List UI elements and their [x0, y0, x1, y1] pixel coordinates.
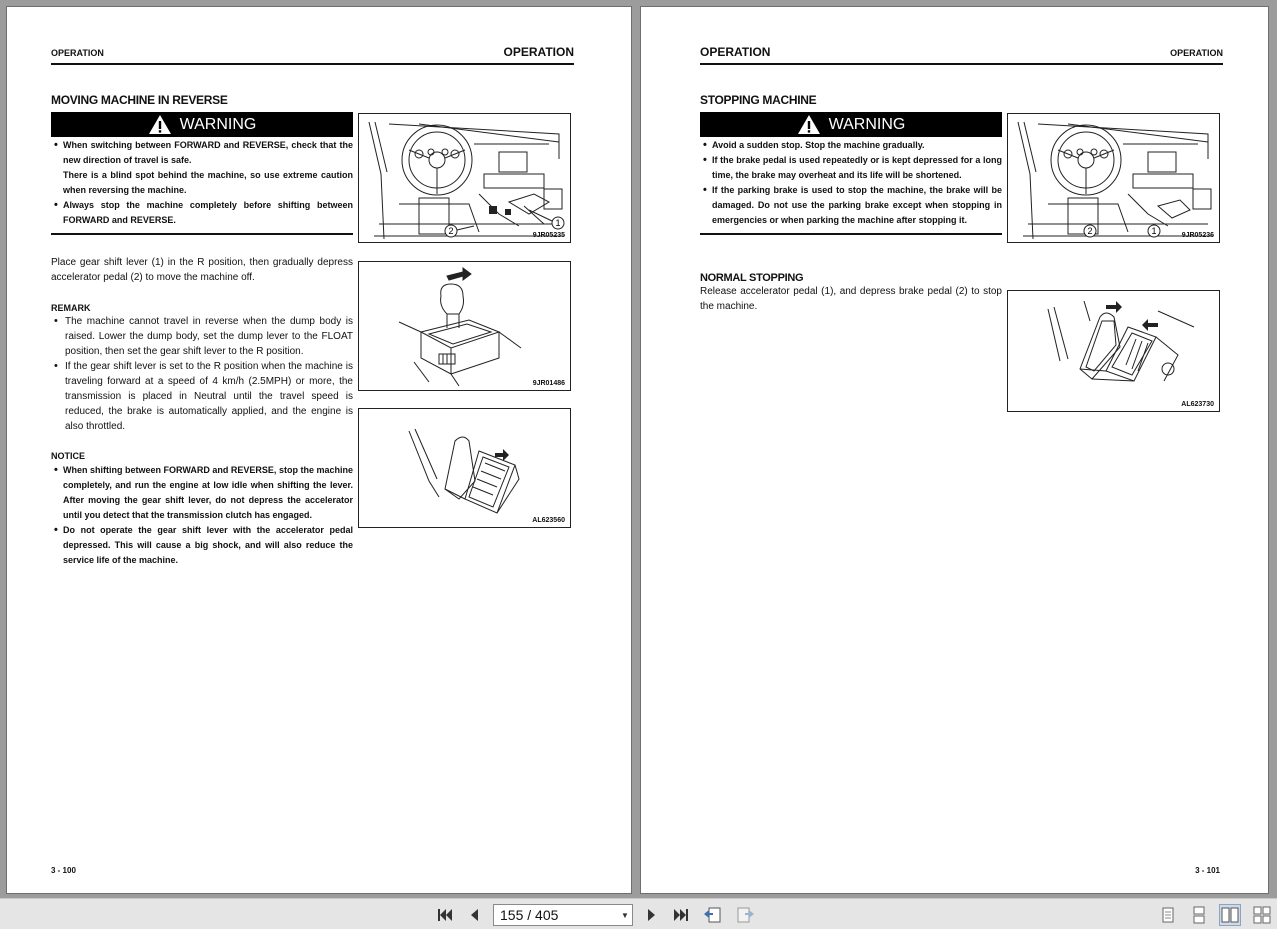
callout-2: 2: [1087, 226, 1093, 236]
page-number: 3 - 100: [51, 866, 76, 875]
dashboard-drawing: [359, 114, 570, 242]
next-page-button[interactable]: [640, 904, 662, 926]
instruction-text: Release accelerator pedal (1), and depress brake pedal (2) to stop the machine.: [700, 286, 1002, 312]
page-number-field[interactable]: [493, 904, 633, 926]
figure-steering-dashboard: [1007, 113, 1220, 243]
single-page-view-button[interactable]: [1157, 904, 1179, 926]
list-item: • If the gear shift lever is set to the R position when the machine is traveling forward at a speed of 4 km/h (2.5MPH) or more, the transmission is placed in Neutral until the travel speed is reduced, the brake is automatically applied, and the engine is also throttled.: [51, 359, 353, 434]
first-page-button[interactable]: [434, 904, 456, 926]
warning-box: [51, 112, 353, 235]
figure-code: 9JR05236: [1181, 232, 1214, 239]
callout-1: 1: [555, 218, 561, 228]
warning-triangle-icon: [797, 114, 821, 135]
next-view-button[interactable]: [734, 904, 756, 926]
callout-2: 2: [448, 226, 454, 236]
page-header: [700, 45, 1223, 65]
figure-steering-dashboard: [358, 113, 571, 243]
continuous-facing-icon: [1252, 906, 1272, 924]
notice-list: [51, 463, 353, 568]
instruction-text: Place gear shift lever (1) in the R position, then gradually depress accelerator pedal (2) to move the machine off.: [51, 257, 353, 283]
previous-page-button[interactable]: [464, 904, 486, 926]
continuous-view-button[interactable]: [1188, 904, 1210, 926]
warning-bar: [51, 112, 353, 137]
warning-text: There is a blind spot behind the machine, so use extreme caution when reversing the machine.: [63, 170, 353, 195]
last-page-button[interactable]: [670, 904, 692, 926]
previous-view-button[interactable]: [702, 904, 724, 926]
warning-item: • Always stop the machine completely before shifting between FORWARD and REVERSE.: [51, 198, 353, 228]
callout-1: 1: [1151, 226, 1157, 236]
next-page-icon: [644, 907, 658, 923]
figure-brake-pedals: [1007, 290, 1220, 412]
list-item: • The machine cannot travel in reverse when the dump body is raised. Lower the dump body, set the dump lever to the FLOAT position, then set the gear shift lever to the R position.: [51, 314, 353, 359]
remark-list: [51, 314, 353, 434]
figure-accelerator-pedal: [358, 408, 571, 528]
brake-pedal-drawing: [1008, 291, 1219, 411]
page-number: 3 - 101: [1195, 866, 1220, 875]
page-right: [640, 6, 1269, 894]
previous-page-icon: [468, 907, 482, 923]
figure-code: 9JR05235: [532, 232, 565, 239]
navigation-toolbar: [0, 898, 1277, 929]
page-header: [51, 45, 574, 65]
facing-view-button[interactable]: [1219, 904, 1241, 926]
dashboard-drawing: [1008, 114, 1219, 242]
warning-text: When switching between FORWARD and REVERSE, check that the new direction of travel is safe.: [63, 140, 353, 165]
page-left: [6, 6, 632, 894]
subsection-title: NORMAL STOPPING: [700, 272, 804, 284]
figure-code: AL623730: [1181, 401, 1214, 408]
warning-label: WARNING: [828, 115, 906, 133]
warning-item: • Avoid a sudden stop. Stop the machine gradually.: [700, 138, 1002, 153]
figure-code: 9JR01486: [532, 380, 565, 387]
figure-gear-shift-lever: [358, 261, 571, 391]
single-page-icon: [1160, 906, 1176, 924]
warning-box: [700, 112, 1002, 235]
continuous-facing-view-button[interactable]: [1251, 904, 1273, 926]
header-small: OPERATION: [1170, 48, 1223, 58]
section-title: MOVING MACHINE IN REVERSE: [51, 93, 228, 107]
header-big: OPERATION: [700, 45, 771, 59]
notice-label: NOTICE: [51, 451, 86, 461]
figure-code: AL623560: [532, 517, 565, 524]
header-big: OPERATION: [503, 45, 574, 59]
list-item: • When shifting between FORWARD and REVERSE, stop the machine completely, and run the engine at low idle when shifting the lever. After moving the gear shift lever, do not depress the accelerator until you detect that the transmission clutch has engaged.: [51, 463, 353, 523]
warning-triangle-icon: [148, 114, 172, 135]
next-view-icon: [735, 906, 755, 924]
list-item: • Do not operate the gear shift lever with the accelerator pedal depressed. This will cause a big shock, and will also reduce the service life of the machine.: [51, 523, 353, 568]
warning-bar: [700, 112, 1002, 137]
last-page-icon: [672, 907, 690, 923]
warning-label: WARNING: [179, 115, 257, 133]
continuous-icon: [1191, 906, 1207, 924]
warning-item: • If the parking brake is used to stop the machine, the brake will be damaged. Do not use the parking brake except when stopping in emergencies or when parking the machine after stopping it.: [700, 183, 1002, 228]
pedal-drawing: [359, 409, 570, 527]
section-title: STOPPING MACHINE: [700, 93, 817, 107]
warning-item: • If the brake pedal is used repeatedly or is kept depressed for a long time, the brake may overheat and its life will be shortened.: [700, 153, 1002, 183]
gear-shift-drawing: [359, 262, 570, 390]
chevron-down-icon[interactable]: ▼: [621, 910, 629, 920]
facing-icon: [1220, 906, 1240, 924]
page-indicator: 155 / 405: [500, 907, 559, 923]
warning-item: [51, 138, 353, 198]
first-page-icon: [436, 907, 454, 923]
header-small: OPERATION: [51, 48, 104, 58]
previous-view-icon: [703, 906, 723, 924]
remark-label: REMARK: [51, 303, 91, 313]
